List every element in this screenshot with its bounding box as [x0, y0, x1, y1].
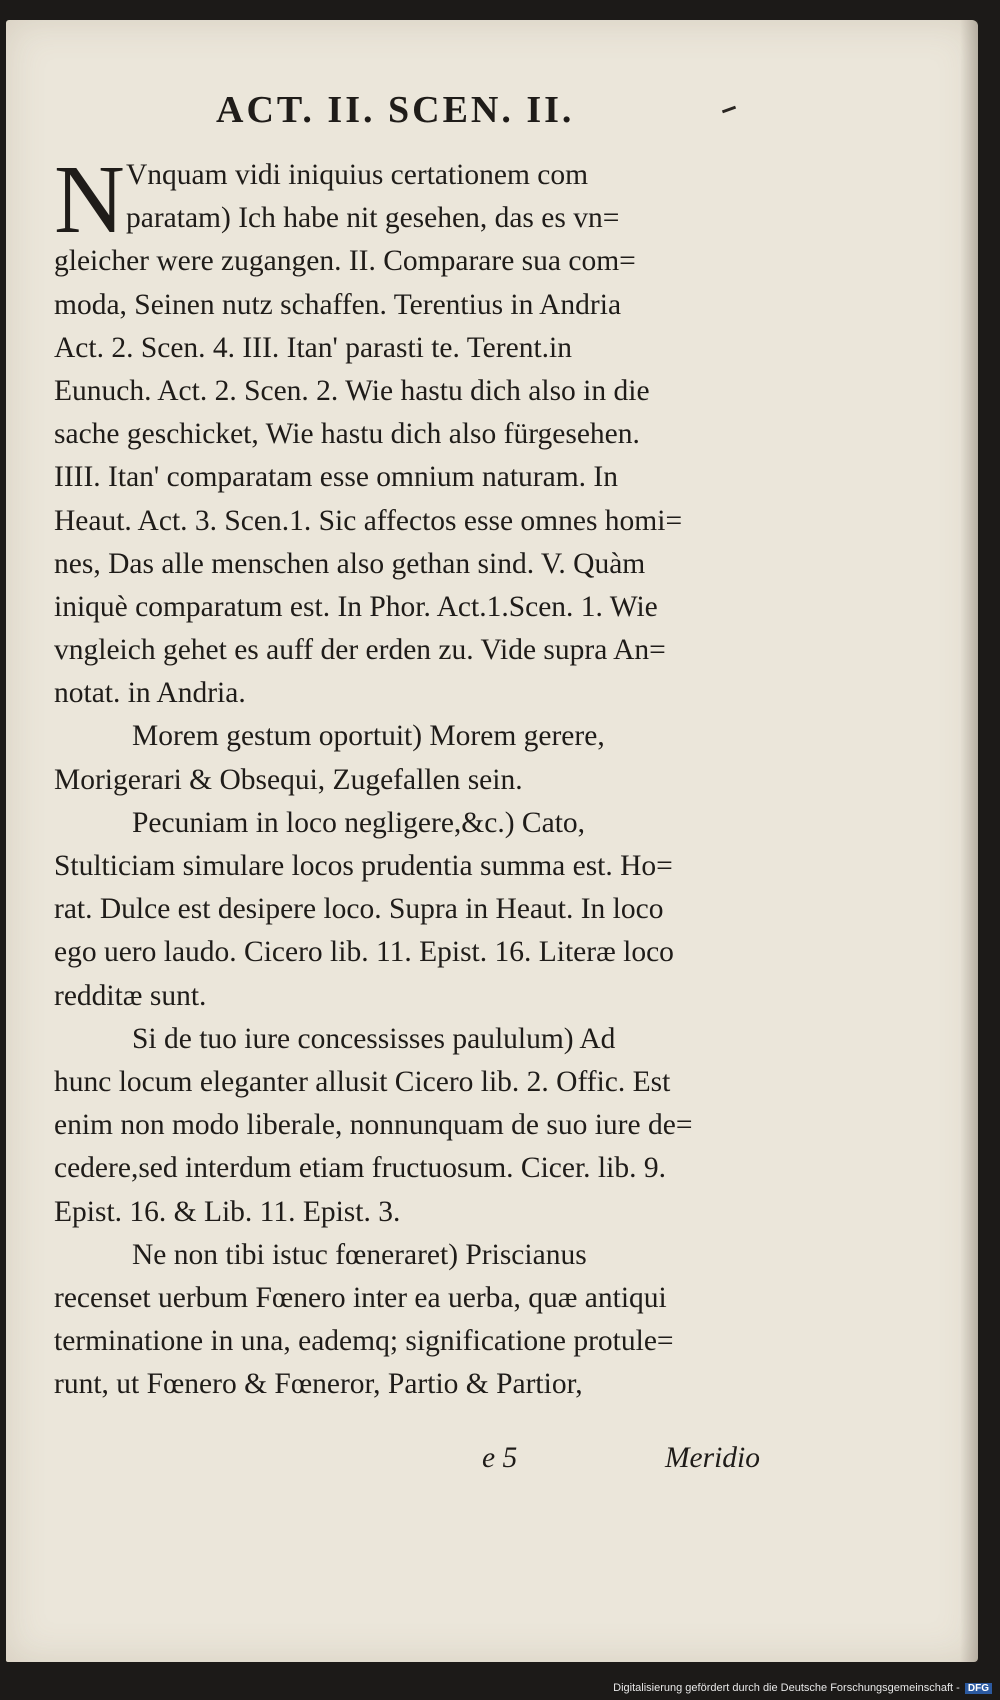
text-line-25: Epist. 16. & Lib. 11. Epist. 3.: [54, 1195, 401, 1228]
text-line-17: Stulticiam simulare locos prudentia summa est. Ho=: [54, 850, 673, 883]
signature-mark: e 5: [482, 1442, 518, 1474]
credit-text: Digitalisierung gefördert durch die Deutsche Forschungsgemeinschaft -: [613, 1682, 960, 1694]
text-line-10: nes, Das alle menschen also gethan sind. V. Quàm: [54, 547, 646, 580]
text-line-19: ego uero laudo. Cicero lib. 11. Epist. 16. Literæ loco: [54, 936, 674, 969]
ink-mark: [722, 106, 736, 114]
text-line-8: IIII. Itan' comparatam esse omnium naturam. In: [54, 461, 618, 494]
text-line-5: Act. 2. Scen. 4. III. Itan' parasti te. Terent.in: [54, 331, 572, 364]
running-title: ACT. II. SCEN. II.: [216, 89, 575, 131]
text-line-29: runt, ut Fœnero & Fœneror, Partio & Partior,: [54, 1368, 583, 1401]
book-page: [6, 20, 978, 1662]
text-line-11: iniquè comparatum est. In Phor. Act.1.Scen. 1. Wie: [54, 590, 658, 623]
text-line-22: hunc locum eleganter allusit Cicero lib. 2. Offic. Est: [54, 1065, 671, 1098]
text-line-2: paratam) Ich habe nit gesehen, das es vn=: [126, 202, 620, 235]
text-line-13: notat. in Andria.: [54, 677, 246, 710]
text-line-7: sache geschicket, Wie hastu dich also fürgesehen.: [54, 418, 640, 451]
dfg-logo: DFG: [965, 1683, 992, 1694]
text-line-18: rat. Dulce est desipere loco. Supra in Heaut. In loco: [54, 893, 664, 926]
text-line-3: gleicher were zugangen. II. Comparare sua com=: [54, 245, 636, 278]
drop-cap-initial: N: [54, 146, 125, 254]
text-line-12: vngleich gehet es auff der erden zu. Vide supra An=: [54, 634, 666, 667]
text-line-9: Heaut. Act. 3. Scen.1. Sic affectos esse omnes homi=: [54, 504, 683, 537]
text-line-4: moda, Seinen nutz schaffen. Terentius in Andria: [54, 288, 622, 321]
catchword: Meridio: [664, 1442, 760, 1474]
text-line-1: Vnquam vidi iniquius certationem com: [126, 159, 589, 191]
text-line-16: Pecuniam in loco negligere,&c.) Cato,: [132, 806, 586, 839]
text-line-15: Morigerari & Obsequi, Zugefallen sein.: [54, 763, 523, 796]
text-block: [54, 146, 766, 1406]
text-line-24: cedere,sed interdum etiam fructuosum. Cicer. lib. 9.: [54, 1152, 666, 1185]
page-footer: [54, 1442, 766, 1485]
opening-lines: [54, 146, 766, 254]
digitization-credit: [613, 1682, 992, 1694]
text-line-6: Eunuch. Act. 2. Scen. 2. Wie hastu dich also in die: [54, 374, 650, 407]
text-line-20: redditæ sunt.: [54, 979, 207, 1012]
text-line-28: terminatione in una, eademq; significatione protule=: [54, 1325, 674, 1358]
text-line-14: Morem gestum oportuit) Morem gerere,: [132, 720, 605, 753]
text-line-27: recenset uerbum Fœnero inter ea uerba, quæ antiqui: [54, 1281, 667, 1314]
text-line-26: Ne non tibi istuc fœneraret) Priscianus: [132, 1238, 587, 1271]
text-line-21: Si de tuo iure concessisses paululum) Ad: [132, 1022, 616, 1055]
text-line-23: enim non modo liberale, nonnunquam de suo iure de=: [54, 1109, 693, 1142]
